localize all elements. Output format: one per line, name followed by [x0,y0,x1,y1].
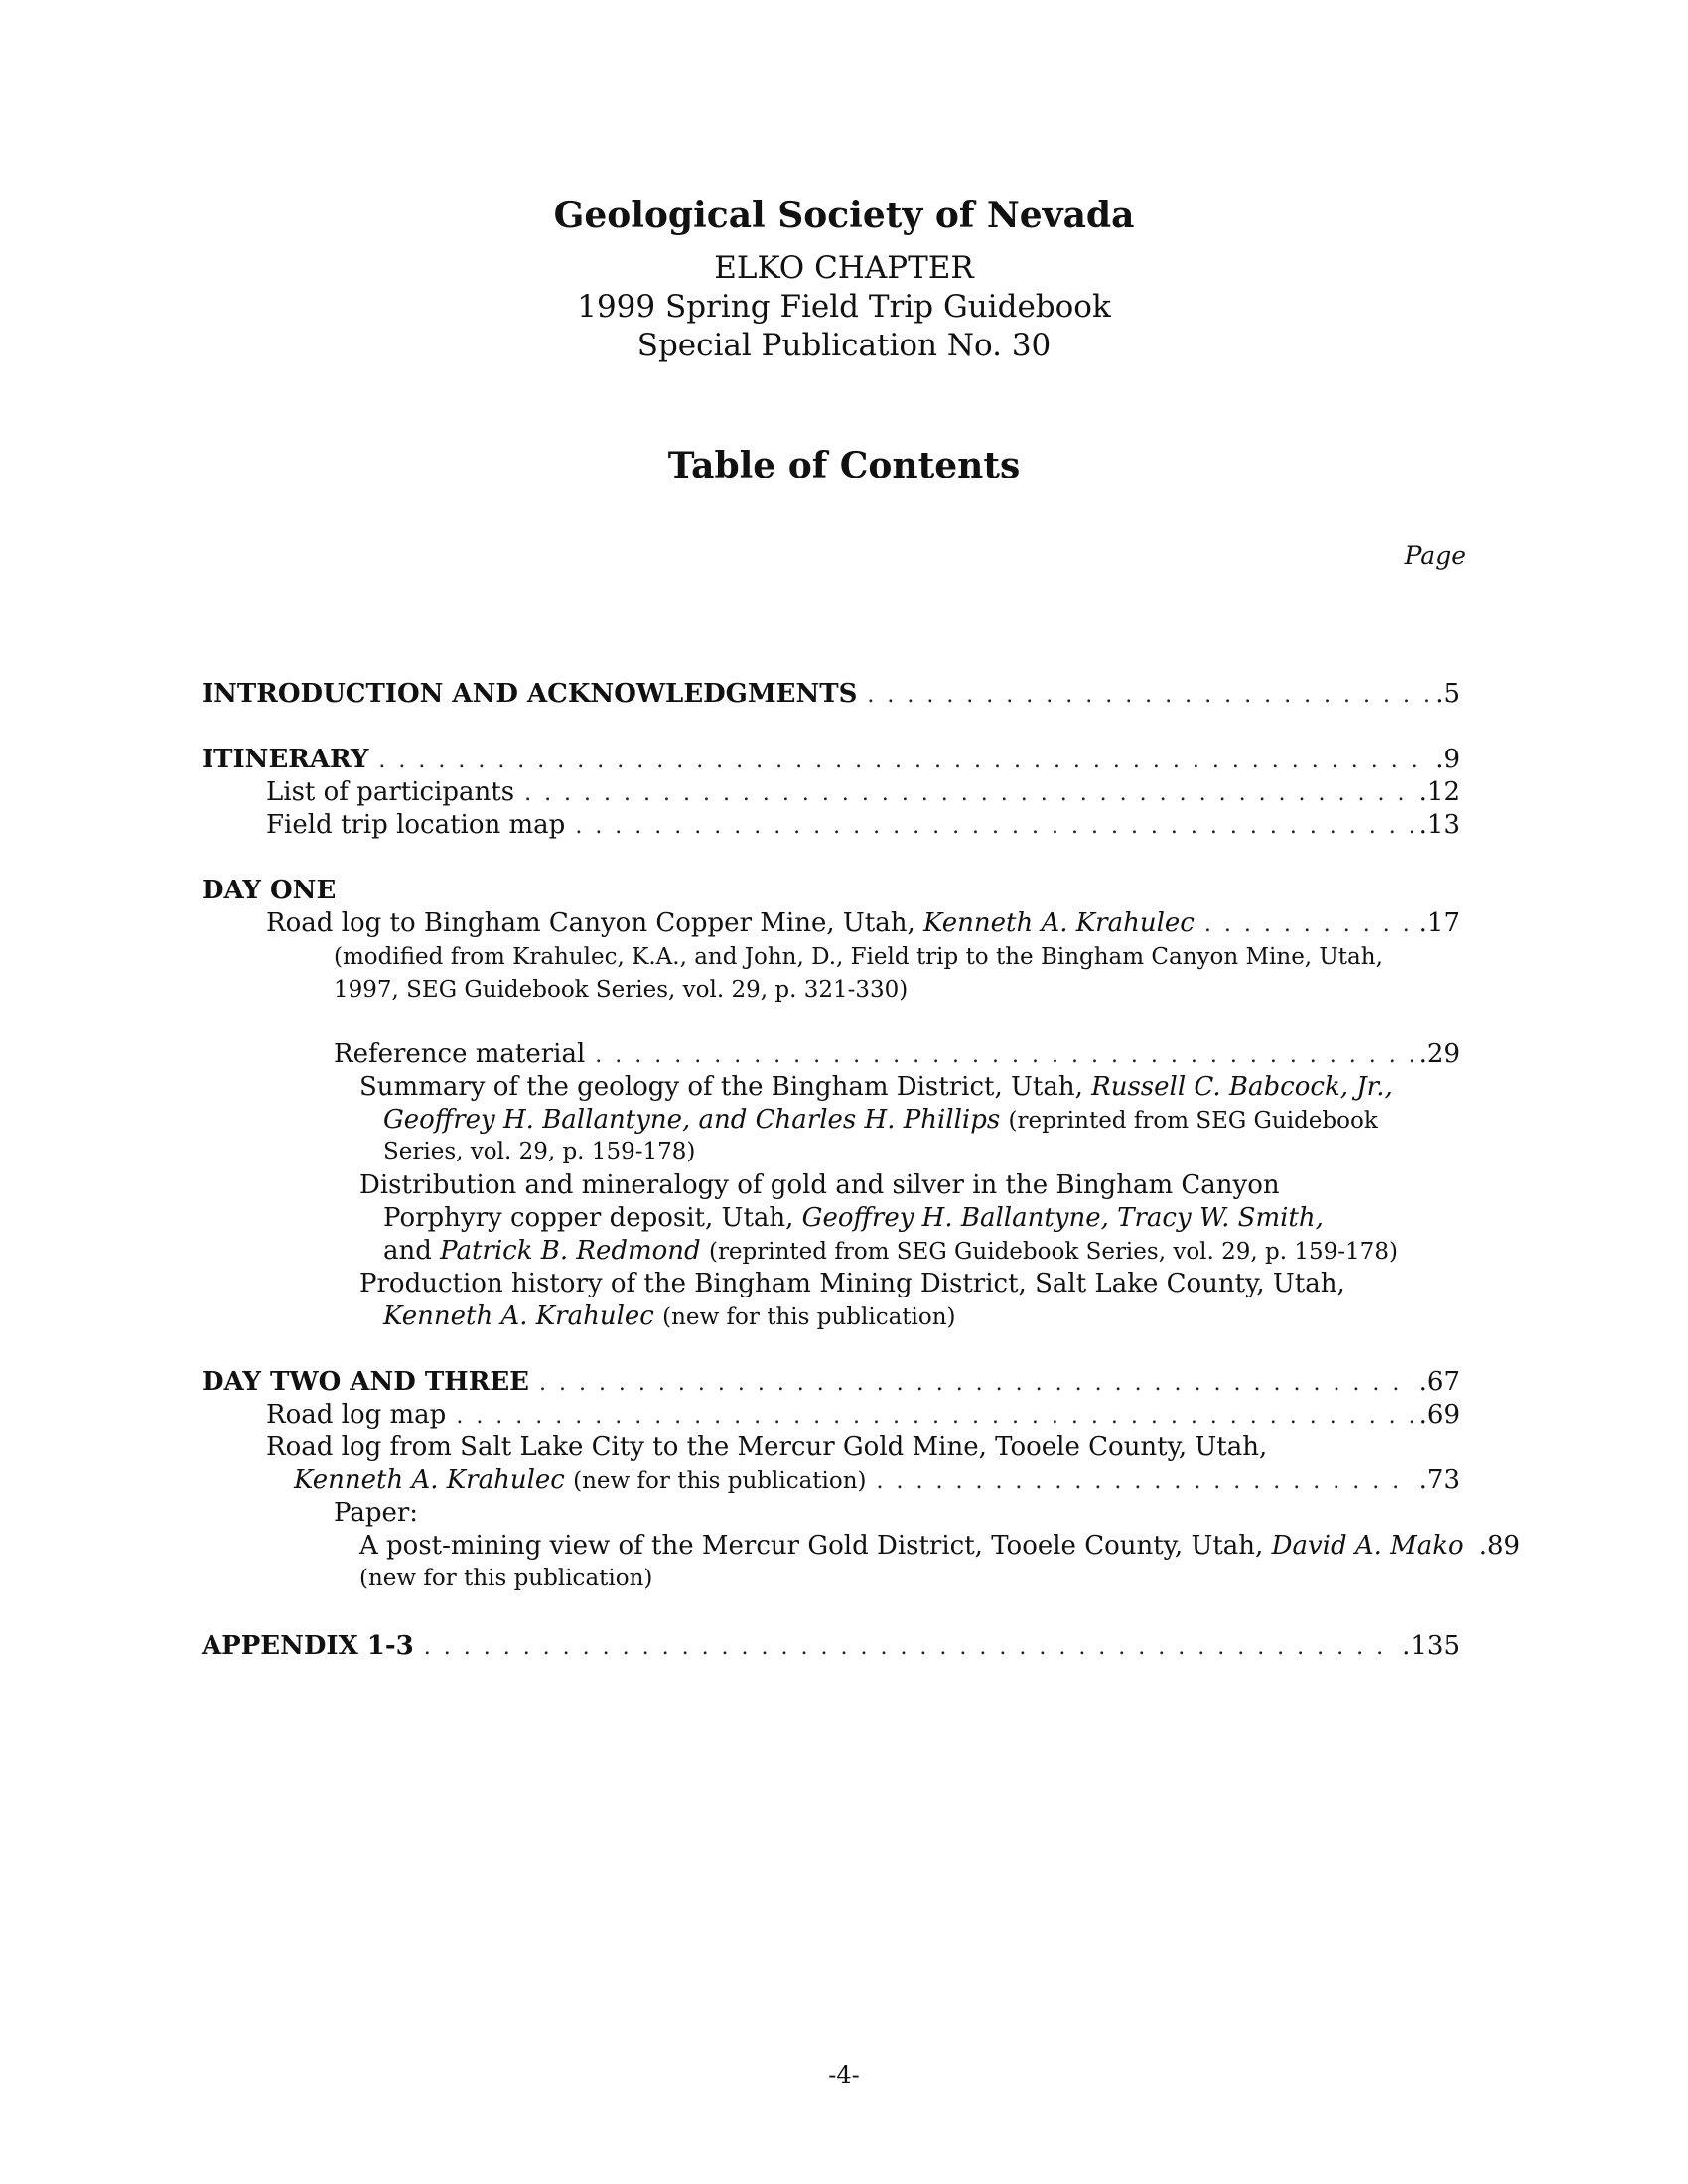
toc-leader-dots [456,1404,1412,1429]
toc-entry-title: INTRODUCTION AND ACKNOWLEDGMENTS [202,679,858,709]
toc-entry-title [266,908,1195,938]
toc-leader-dots [877,1469,1413,1494]
entry-author: Russell C. Babcock, Jr., [1091,1072,1393,1102]
toc-leader-dots [524,781,1413,806]
entry-author: David A. Mako [1271,1531,1464,1561]
toc-page-number: .67 [1418,1367,1460,1397]
toc-entry-summary-geology [359,1072,1393,1102]
toc-entry-title: Road log map [266,1400,447,1430]
toc-entry-location-map [266,810,1460,840]
toc-leader-dots [539,1371,1413,1396]
toc-entry-title: List of participants [266,777,515,807]
toc-entry-day-two [202,1367,1460,1397]
toc-note: (new for this publication) [662,1304,956,1330]
toc-entry-bingham-roadlog [266,908,1460,938]
toc-entry-production-history: Production history of the Bingham Mining District, Salt Lake County, Utah, [359,1269,1345,1298]
entry-author: Patrick B. Redmond [440,1236,701,1266]
toc-entry-mercur-roadlog-cont [294,1465,1460,1495]
toc-note: (new for this publication) [573,1468,867,1494]
toc-page-number: .12 [1418,777,1460,807]
toc-entry-gold-silver-cont2 [383,1236,1398,1266]
toc-page-number: .9 [1435,745,1460,774]
toc-note: Series, vol. 29, p. 159-178) [383,1139,696,1164]
entry-text: Porphyry copper deposit, Utah, [383,1203,794,1233]
toc-entry-title [294,1465,867,1495]
publication-number: Special Publication No. 30 [636,328,1052,363]
entry-author: Kenneth A. Krahulec [294,1465,565,1495]
toc-entry-gold-silver: Distribution and mineralogy of gold and silver in the Bingham Canyon [359,1170,1280,1200]
toc-page-number: .29 [1418,1039,1460,1069]
toc-title: Table of Contents [667,445,1021,486]
organization-title: Geological Society of Nevada [553,195,1135,236]
entry-author: Kenneth A. Krahulec [923,908,1195,938]
toc-note: (reprinted from SEG Guidebook [1008,1108,1378,1134]
toc-leader-dots [378,749,1429,773]
entry-text: Summary of the geology of the Bingham District, Utah, [359,1072,1083,1102]
toc-entry-appendix [202,1631,1460,1661]
page-number-footer: -4- [828,2061,860,2089]
chapter-name: ELKO CHAPTER [714,250,974,286]
entry-text: and [383,1236,432,1266]
toc-entry-title: DAY TWO AND THREE [202,1367,529,1397]
toc-entry-title: APPENDIX 1-3 [202,1631,414,1661]
toc-entry-title: Reference material [334,1039,586,1069]
guidebook-title: 1999 Spring Field Trip Guidebook [577,289,1111,325]
entry-author: Geoffrey H. Ballantyne, Tracy W. Smith, [801,1203,1324,1233]
toc-page-number: .5 [1435,679,1460,709]
entry-author: Geoffrey H. Ballantyne, and Charles H. Phillips [383,1105,1001,1135]
toc-section-day-one: DAY ONE [202,876,337,905]
toc-leader-dots [424,1635,1396,1660]
toc-entry-mercur-paper [359,1531,1521,1561]
toc-note: 1997, SEG Guidebook Series, vol. 29, p. 321-330) [334,977,909,1003]
entry-text: A post-mining view of the Mercur Gold District, Tooele County, Utah, [359,1531,1264,1561]
page-column-label: Page [1404,541,1466,570]
toc-leader-dots [595,1043,1412,1068]
entry-text: Road log to Bingham Canyon Copper Mine, Utah, [266,908,915,938]
toc-entry-mercur-roadlog: Road log from Salt Lake City to the Mercur Gold Mine, Tooele County, Utah, [266,1433,1268,1462]
toc-entry-reference-material [334,1039,1460,1069]
toc-note: (modified from Krahulec, K.A., and John, D., Field trip to the Bingham Canyon Mine, Utah, [334,944,1383,970]
entry-author: Kenneth A. Krahulec [383,1301,654,1331]
toc-page-number: .135 [1402,1631,1460,1661]
toc-note: (new for this publication) [359,1566,653,1591]
toc-paper-label: Paper: [334,1498,419,1528]
toc-page-number: .73 [1418,1465,1460,1495]
toc-entry-road-log-map [266,1400,1460,1430]
toc-entry-introduction [202,679,1460,709]
toc-entry-participants [266,777,1460,807]
toc-page-number: .17 [1418,908,1460,938]
toc-leader-dots [575,814,1412,839]
toc-entry-summary-geology-cont [383,1105,1378,1135]
toc-leader-dots [867,683,1429,708]
toc-page-number: .13 [1418,810,1460,840]
toc-entry-title: ITINERARY [202,745,369,774]
toc-entry-title [359,1531,1464,1561]
toc-leader-dots [1204,912,1413,937]
toc-note: (reprinted from SEG Guidebook Series, vol. 29, p. 159-178) [708,1239,1398,1265]
toc-entry-gold-silver-cont [383,1203,1324,1233]
toc-page-number: .89 [1478,1531,1521,1561]
toc-entry-production-history-cont [383,1301,956,1331]
toc-entry-itinerary [202,745,1460,774]
toc-page-number: .69 [1418,1400,1460,1430]
toc-entry-title: Field trip location map [266,810,566,840]
